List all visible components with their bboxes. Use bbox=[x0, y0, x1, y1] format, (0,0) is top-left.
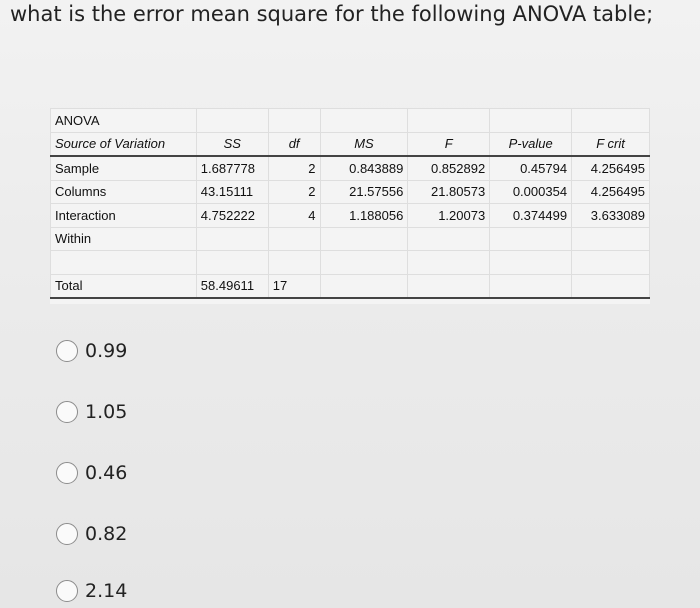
header-ss: SS bbox=[196, 132, 268, 156]
option-0-46[interactable] bbox=[56, 462, 127, 484]
ms-cell bbox=[320, 227, 408, 251]
table-row bbox=[51, 156, 650, 180]
anova-table bbox=[50, 108, 650, 304]
f-cell: 0.852892 bbox=[408, 156, 490, 180]
source-cell: Columns bbox=[51, 180, 197, 204]
header-row bbox=[51, 132, 650, 156]
total-row bbox=[51, 274, 650, 298]
radio-button[interactable] bbox=[56, 401, 78, 423]
option-label: 0.82 bbox=[85, 523, 128, 545]
ss-cell: 43.15111 bbox=[196, 180, 268, 204]
p-value-cell: 0.374499 bbox=[490, 204, 572, 228]
total-ss: 58.49611 bbox=[196, 274, 268, 298]
f-crit-cell: 4.256495 bbox=[572, 156, 650, 180]
option-label: 0.46 bbox=[85, 462, 128, 484]
ms-cell: 1.188056 bbox=[320, 204, 408, 228]
option-label: 2.14 bbox=[85, 580, 128, 602]
source-cell: Sample bbox=[51, 156, 197, 180]
ss-cell: 4.752222 bbox=[196, 204, 268, 228]
anova-title-row bbox=[51, 109, 650, 133]
radio-button[interactable] bbox=[56, 580, 78, 602]
anova-title: ANOVA bbox=[51, 109, 197, 133]
source-cell: Within bbox=[51, 227, 197, 251]
header-f: F bbox=[408, 132, 490, 156]
radio-button[interactable] bbox=[56, 340, 78, 362]
f-cell: 1.20073 bbox=[408, 204, 490, 228]
ms-cell: 21.57556 bbox=[320, 180, 408, 204]
df-cell: 2 bbox=[268, 180, 320, 204]
df-cell: 4 bbox=[268, 204, 320, 228]
header-ms: MS bbox=[320, 132, 408, 156]
table-row bbox=[51, 180, 650, 204]
radio-button[interactable] bbox=[56, 523, 78, 545]
f-cell bbox=[408, 227, 490, 251]
p-value-cell bbox=[490, 227, 572, 251]
p-value-cell: 0.45794 bbox=[490, 156, 572, 180]
f-crit-cell bbox=[572, 227, 650, 251]
source-cell: Interaction bbox=[51, 204, 197, 228]
total-label: Total bbox=[51, 274, 197, 298]
option-0-82[interactable] bbox=[56, 523, 127, 545]
header-f-crit: F crit bbox=[572, 132, 650, 156]
total-df: 17 bbox=[268, 274, 320, 298]
ss-cell bbox=[196, 227, 268, 251]
ss-cell: 1.687778 bbox=[196, 156, 268, 180]
ms-cell: 0.843889 bbox=[320, 156, 408, 180]
df-cell: 2 bbox=[268, 156, 320, 180]
table-row bbox=[51, 204, 650, 228]
option-label: 0.99 bbox=[85, 340, 128, 362]
question-text: what is the error mean square for the following ANOVA table; bbox=[10, 2, 654, 26]
f-crit-cell: 3.633089 bbox=[572, 204, 650, 228]
option-label: 1.05 bbox=[85, 401, 128, 423]
header-source: Source of Variation bbox=[51, 132, 197, 156]
header-p-value: P-value bbox=[490, 132, 572, 156]
blank-row bbox=[51, 251, 650, 275]
p-value-cell: 0.000354 bbox=[490, 180, 572, 204]
option-1-05[interactable] bbox=[56, 401, 127, 423]
option-2-14[interactable] bbox=[56, 580, 127, 602]
df-cell bbox=[268, 227, 320, 251]
option-0-99[interactable] bbox=[56, 340, 127, 362]
radio-button[interactable] bbox=[56, 462, 78, 484]
table-row bbox=[51, 227, 650, 251]
header-df: df bbox=[268, 132, 320, 156]
f-crit-cell: 4.256495 bbox=[572, 180, 650, 204]
f-cell: 21.80573 bbox=[408, 180, 490, 204]
